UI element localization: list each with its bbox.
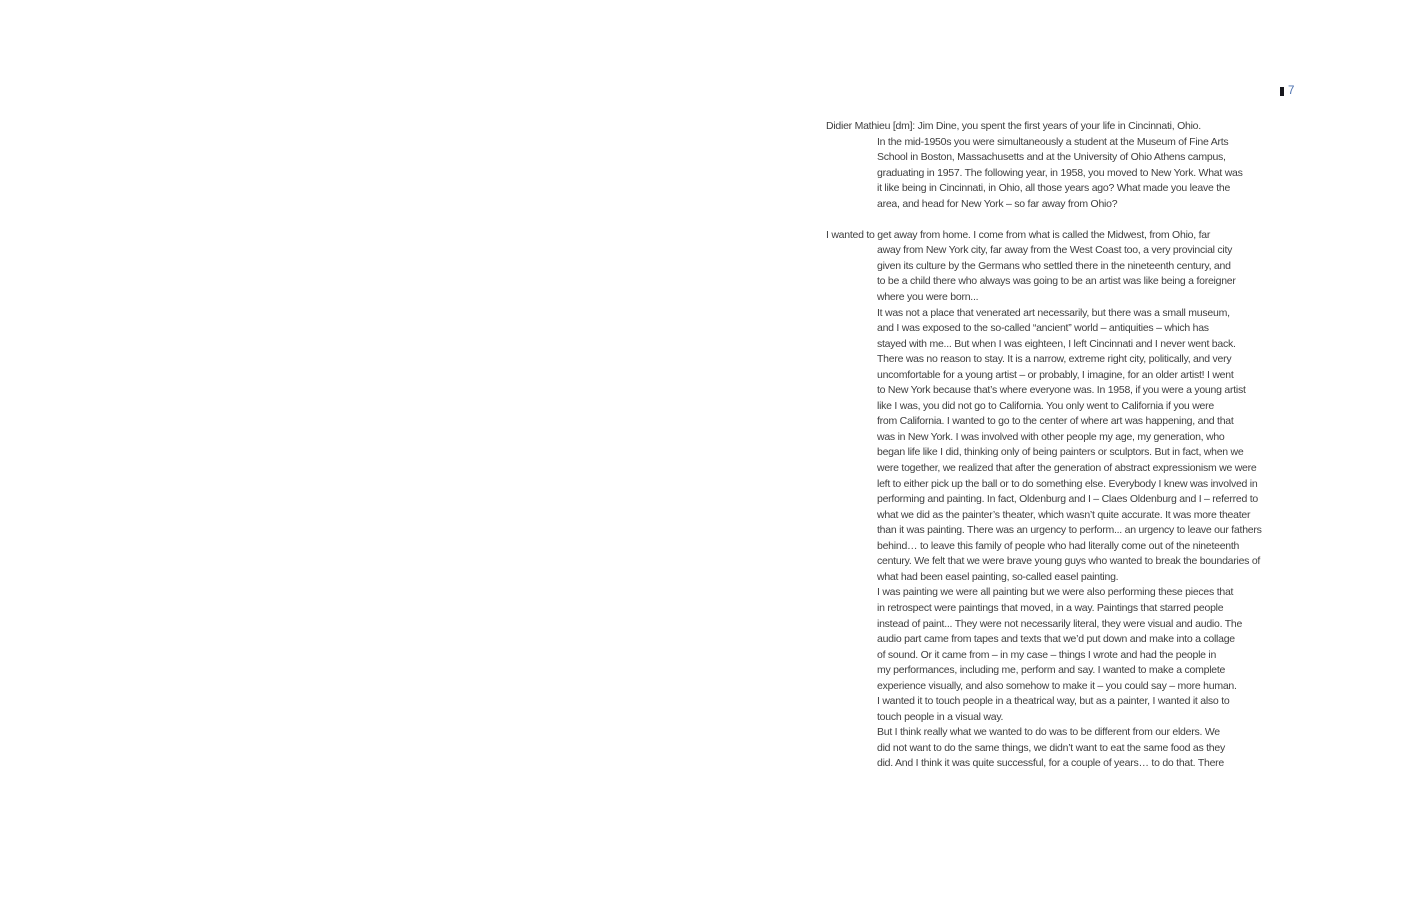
text-line: century. We felt that we were brave young guys who wanted to break the boundaries of	[877, 555, 1261, 568]
text-line: from California. I wanted to go to the center of where art was happening, and that	[877, 415, 1234, 428]
text-line: to be a child there who always was going to be an artist was like being a foreigner	[877, 275, 1236, 288]
text-line: my performances, including me, perform and say. I wanted to make a complete	[877, 664, 1226, 677]
text-line: away from New York city, far away from the West Coast too, a very provincial city	[877, 244, 1233, 257]
text-line: Didier Mathieu [dm]: Jim Dine, you spent the first years of your life in Cincinnati, Ohio.	[826, 120, 1201, 132]
text-line: But I think really what we wanted to do was to be different from our elders. We	[877, 726, 1220, 739]
text-line: uncomfortable for a young artist – or probably, I imagine, for an older artist! I went	[877, 368, 1234, 381]
text-line: There was no reason to stay. It is a narrow, extreme right city, politically, and very	[877, 353, 1232, 366]
text-line: what had been easel painting, so-called easel painting.	[877, 570, 1119, 583]
text-line: area, and head for New York – so far away from Ohio?	[877, 197, 1118, 210]
text-line: In the mid-1950s you were simultaneously a student at the Museum of Fine Arts	[877, 135, 1229, 148]
text-line: did not want to do the same things, we didn’t want to eat the same food as they	[877, 741, 1225, 754]
text-line: than it was painting. There was an urgency to perform... an urgency to leave our fathers	[877, 524, 1262, 537]
text-line: what we did as the painter’s theater, which wasn’t quite accurate. It was more theater	[877, 508, 1251, 521]
interview-text	[826, 119, 1296, 772]
text-line: touch people in a visual way.	[877, 710, 1004, 723]
text-line: performing and painting. In fact, Oldenburg and I – Claes Oldenburg and I – referred to	[877, 493, 1258, 506]
text-line: It was not a place that venerated art necessarily, but there was a small museum,	[877, 306, 1230, 319]
page-number	[1280, 84, 1294, 98]
question-paragraph	[826, 119, 1296, 212]
text-line: it like being in Cincinnati, in Ohio, all those years ago? What made you leave the	[877, 182, 1231, 195]
text-line: to New York because that’s where everyone was. In 1958, if you were a young artist	[877, 384, 1246, 397]
text-line: began life like I did, thinking only of being painters or sculptors. But in fact, when we	[877, 446, 1244, 459]
text-line: in retrospect were paintings that moved, in a way. Paintings that starred people	[877, 601, 1224, 614]
page-marker-icon	[1280, 87, 1284, 96]
text-line: School in Boston, Massachusetts and at the University of Ohio Athens campus,	[877, 151, 1226, 164]
page-number-text: 7	[1288, 85, 1295, 97]
text-line: like I was, you did not go to California. You only went to California if you were	[877, 399, 1214, 412]
text-line: instead of paint... They were not necessarily literal, they were visual and audio. The	[877, 617, 1243, 630]
text-line: left to either pick up the ball or to do something else. Everybody I knew was involved in	[877, 477, 1258, 490]
text-line: of sound. Or it came from – in my case – things I wrote and had the people in	[877, 648, 1217, 661]
text-line: I was painting we were all painting but we were also performing these pieces that	[877, 586, 1234, 599]
text-line: behind… to leave this family of people who had literally come out of the nineteenth	[877, 539, 1240, 552]
text-line: was in New York. I was involved with other people my age, my generation, who	[877, 430, 1225, 443]
text-line: graduating in 1957. The following year, in 1958, you moved to New York. What was	[877, 166, 1243, 179]
text-line: given its culture by the Germans who settled there in the nineteenth century, and	[877, 259, 1231, 272]
text-line: stayed with me... But when I was eighteen, I left Cincinnati and I never went back.	[877, 337, 1236, 350]
text-line: where you were born...	[877, 291, 979, 304]
text-line: and I was exposed to the so-called “ancient” world – antiquities – which has	[877, 322, 1209, 335]
text-line: did. And I think it was quite successful, for a couple of years… to do that. There	[877, 757, 1225, 770]
text-line: experience visually, and also somehow to make it – you could say – more human.	[877, 679, 1237, 692]
answer-paragraph	[826, 228, 1296, 772]
text-line: audio part came from tapes and texts that we’d put down and make into a collage	[877, 633, 1235, 646]
text-line: I wanted it to touch people in a theatrical way, but as a painter, I wanted it also to	[877, 695, 1230, 708]
text-line: I wanted to get away from home. I come from what is called the Midwest, from Ohio, far	[826, 228, 1211, 241]
text-line: were together, we realized that after the generation of abstract expressionism we were	[877, 462, 1257, 475]
